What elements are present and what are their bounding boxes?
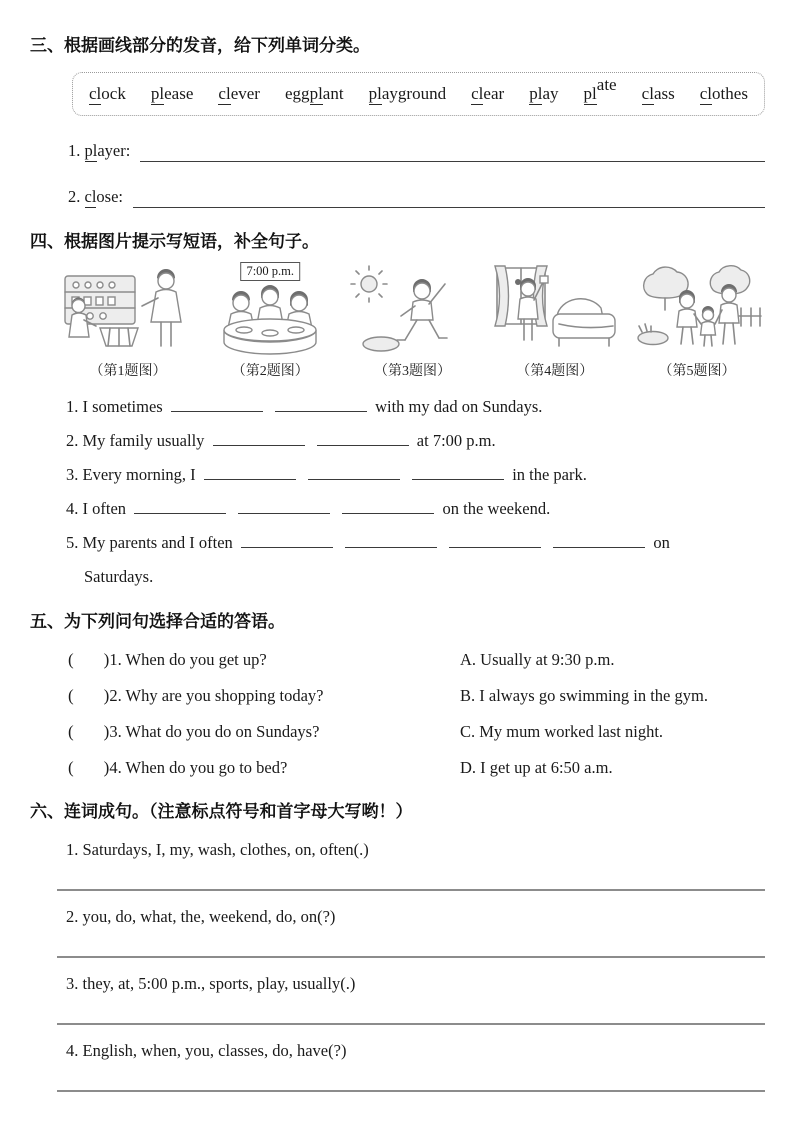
underlined-letters: cl — [218, 84, 231, 103]
word-clock: clock — [89, 84, 126, 103]
picture-1-shopping — [60, 264, 196, 380]
classification-item — [68, 140, 765, 162]
picture-5-park — [629, 264, 765, 380]
underlined-letters: pl — [309, 84, 323, 103]
shopping-illustration — [62, 264, 194, 356]
picture-4-cleaning — [487, 264, 623, 380]
underlined-letters: cl — [89, 84, 102, 103]
fill-in-sentence: 4. I often on the weekend. — [66, 499, 551, 518]
fill-in-sentence: 2. My family usually at 7:00 p.m. — [66, 431, 496, 450]
underlined-letters: cl — [699, 84, 713, 103]
word-clever: clever — [218, 84, 260, 103]
question-text: 2. Why are you shopping today? — [109, 686, 324, 705]
section4-heading: 四、根据图片提示写短语，补全句子。 — [30, 232, 319, 251]
fill-in-sentence: 5. My parents and I often on Saturdays. — [66, 533, 670, 586]
fill-in-sentences — [66, 390, 765, 594]
answer-blank — [275, 397, 367, 412]
section5-heading: 五、为下列问句选择合适的答语。 — [30, 612, 285, 631]
answer-blank — [171, 397, 263, 412]
picture-4-caption: （第4题图） — [516, 364, 594, 379]
answer-blank — [238, 499, 330, 514]
classification-items — [30, 140, 765, 208]
answer-write-line — [57, 956, 765, 958]
answer-blank — [213, 431, 305, 446]
answer-blank — [342, 499, 434, 514]
underlined-letters: pl — [84, 141, 98, 160]
scramble-words: 3. they, at, 5:00 p.m., sports, play, usually(.) — [66, 974, 356, 993]
answer-text: C. My mum worked last night. — [460, 722, 664, 741]
classification-item — [68, 186, 765, 208]
word-please: please — [150, 84, 194, 103]
bracket-close: ) — [103, 758, 110, 777]
matching-rows — [30, 642, 765, 786]
word-playground: playground — [368, 84, 447, 103]
word-play: play — [529, 84, 559, 103]
clean-room-illustration — [489, 264, 621, 356]
matching-row — [68, 714, 765, 750]
section3-heading: 三、根据画线部分的发音，给下列单词分类。 — [30, 36, 370, 55]
answer-blank — [553, 533, 645, 548]
bracket-open: ( — [68, 758, 74, 777]
word-plate — [583, 75, 617, 104]
question-cell — [68, 678, 460, 714]
answer-text: B. I always go swimming in the gym. — [460, 686, 708, 705]
bracket-open: ( — [68, 722, 74, 741]
word-clothes: clothes — [699, 84, 748, 103]
answer-blank — [449, 533, 541, 548]
question-text: 4. When do you go to bed? — [109, 758, 288, 777]
morning-exercise-illustration — [347, 264, 479, 356]
word-eggplant: eggplant — [285, 84, 344, 103]
bracket-open: ( — [68, 650, 74, 669]
picture-3-exercise — [345, 264, 481, 380]
bracket-close: ) — [103, 650, 110, 669]
question-cell — [68, 642, 460, 678]
answer-write-line — [57, 889, 765, 891]
picture-5-caption: （第5题图） — [658, 364, 736, 379]
answer-text: D. I get up at 6:50 a.m. — [460, 758, 613, 777]
park-walk-illustration — [631, 264, 763, 356]
picture-2-caption: （第2题图） — [231, 364, 309, 379]
answer-blank — [204, 465, 296, 480]
answer-blank-line — [140, 158, 765, 162]
picture-1-caption: （第1题图） — [89, 364, 167, 379]
time-label: 7:00 p.m. — [240, 262, 300, 281]
answer-write-line — [57, 1090, 765, 1092]
matching-row — [68, 678, 765, 714]
underlined-letters: pl — [368, 84, 382, 103]
fill-in-sentence: 1. I sometimes with my dad on Sundays. — [66, 397, 543, 416]
fill-in-sentence: 3. Every morning, I in the park. — [66, 465, 587, 484]
answer-blank — [412, 465, 504, 480]
dinner-illustration — [204, 264, 336, 356]
answer-write-line — [57, 1023, 765, 1025]
matching-row — [68, 642, 765, 678]
underlined-letters: cl — [84, 187, 97, 206]
underlined-letters: cl — [641, 84, 654, 103]
sentence-scramble-items — [30, 838, 765, 1092]
bracket-open: ( — [68, 686, 74, 705]
bracket-close: ) — [103, 686, 110, 705]
bracket-close: ) — [103, 722, 110, 741]
classification-label: 1. player: — [68, 141, 131, 160]
underlined-letters: pl — [583, 84, 597, 103]
answer-blank-line — [133, 204, 765, 208]
word-clear: clear — [471, 84, 505, 103]
picture-3-caption: （第3题图） — [374, 364, 451, 379]
word-class: class — [641, 84, 675, 103]
underlined-letters: cl — [471, 84, 484, 103]
matching-row — [68, 750, 765, 786]
scramble-words: 2. you, do, what, the, weekend, do, on(?) — [66, 907, 336, 926]
question-cell — [68, 714, 460, 750]
question-cell — [68, 750, 460, 786]
scramble-words: 1. Saturdays, I, my, wash, clothes, on, often(.) — [66, 840, 369, 859]
picture-2-dinner — [202, 264, 338, 380]
classification-label: 2. close: — [68, 187, 124, 206]
answer-blank — [134, 499, 226, 514]
word-box — [72, 72, 765, 116]
picture-row — [60, 264, 765, 380]
answer-blank — [241, 533, 333, 548]
underlined-letters: pl — [529, 84, 543, 103]
scramble-words: 4. English, when, you, classes, do, have(?) — [66, 1041, 347, 1060]
answer-blank — [308, 465, 400, 480]
section6-heading: 六、连词成句。（注意标点符号和首字母大写哟！） — [30, 802, 413, 821]
question-text: 3. What do you do on Sundays? — [109, 722, 320, 741]
underlined-letters: pl — [150, 84, 165, 103]
answer-blank — [317, 431, 409, 446]
answer-blank — [345, 533, 437, 548]
raised-letters: ate — [596, 75, 617, 94]
question-text: 1. When do you get up? — [109, 650, 267, 669]
answer-text: A. Usually at 9:30 p.m. — [460, 650, 615, 669]
